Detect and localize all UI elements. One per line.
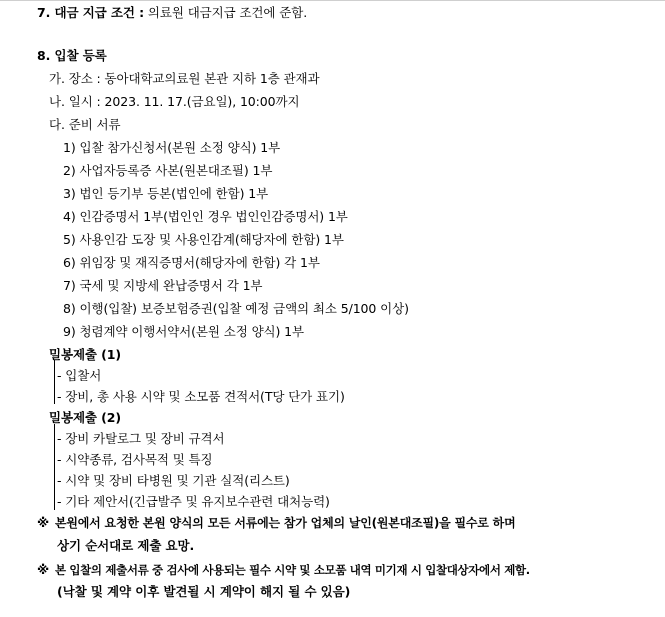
docs-item: 2) 사업자등록증 사본(원본대조필) 1부 (63, 163, 273, 178)
docs-item: 1) 입찰 참가신청서(본원 소정 양식) 1부 (63, 140, 281, 155)
date-line: 나. 일시 : 2023. 11. 17.(금요일), 10:00까지 (49, 94, 300, 109)
docs-item: 3) 법인 등기부 등본(법인에 한함) 1부 (63, 186, 269, 201)
sealed-2-item: - 장비 카탈로그 및 장비 규격서 (57, 431, 225, 446)
sealed-2-item: - 시약 및 장비 타병원 및 기관 실적(리스트) (57, 473, 290, 488)
note-mark: ※ (37, 562, 50, 577)
sealed-1-item: - 입찰서 (57, 368, 102, 383)
top-border (0, 0, 665, 1)
section-7-line (37, 5, 307, 21)
docs-item: 8) 이행(입찰) 보증보험증권(입찰 예정 금액의 최소 5/100 이상) (63, 301, 409, 316)
note-line: 상기 순서대로 제출 요망. (57, 538, 195, 553)
note-line: (낙찰 및 계약 이후 발견될 시 계약이 해지 될 수 있음) (57, 584, 351, 599)
docs-item: 5) 사용인감 도장 및 사용인감계(해당자에 한함) 1부 (63, 232, 344, 247)
sealed-2-title: 밀봉제출 (2) (49, 410, 121, 425)
sealed-1-bracket (54, 360, 55, 404)
docs-item: 7) 국세 및 지방세 완납증명서 각 1부 (63, 278, 263, 293)
sealed-2-item: - 시약종류, 검사목적 및 특징 (57, 452, 213, 467)
note-line: 본원에서 요청한 본원 양식의 모든 서류에는 참가 업체의 날인(원본대조필)을 필수로 하며 (55, 516, 516, 530)
note-line: 본 입찰의 제출서류 중 검사에 사용되는 필수 시약 및 소모품 내역 미기재 시 입찰대상자에서 제함. (55, 563, 530, 577)
sealed-2-item: - 기타 제안서(긴급발주 및 유지보수관련 대처능력) (57, 494, 330, 509)
docs-title: 다. 준비 서류 (49, 117, 121, 132)
place-line: 가. 장소 : 동아대학교의료원 본관 지하 1층 관재과 (49, 71, 320, 86)
section-7-text: 의료원 대금지급 조건에 준함. (144, 5, 308, 20)
sealed-1-title: 밀봉제출 (1) (49, 347, 121, 362)
docs-item: 6) 위임장 및 재직증명서(해당자에 한함) 각 1부 (63, 255, 320, 270)
sealed-2-bracket (54, 424, 55, 510)
docs-item: 9) 청렴계약 이행서약서(본원 소정 양식) 1부 (63, 324, 305, 339)
docs-item: 4) 인감증명서 1부(법인인 경우 법인인감증명서) 1부 (63, 209, 348, 224)
sealed-1-item: - 장비, 총 사용 시약 및 소모품 견적서(T당 단가 표기) (57, 389, 345, 404)
section-8-heading: 8. 입찰 등록 (37, 48, 107, 63)
section-7-heading: 7. 대금 지급 조건 : (37, 5, 145, 20)
note-mark: ※ (37, 515, 50, 530)
